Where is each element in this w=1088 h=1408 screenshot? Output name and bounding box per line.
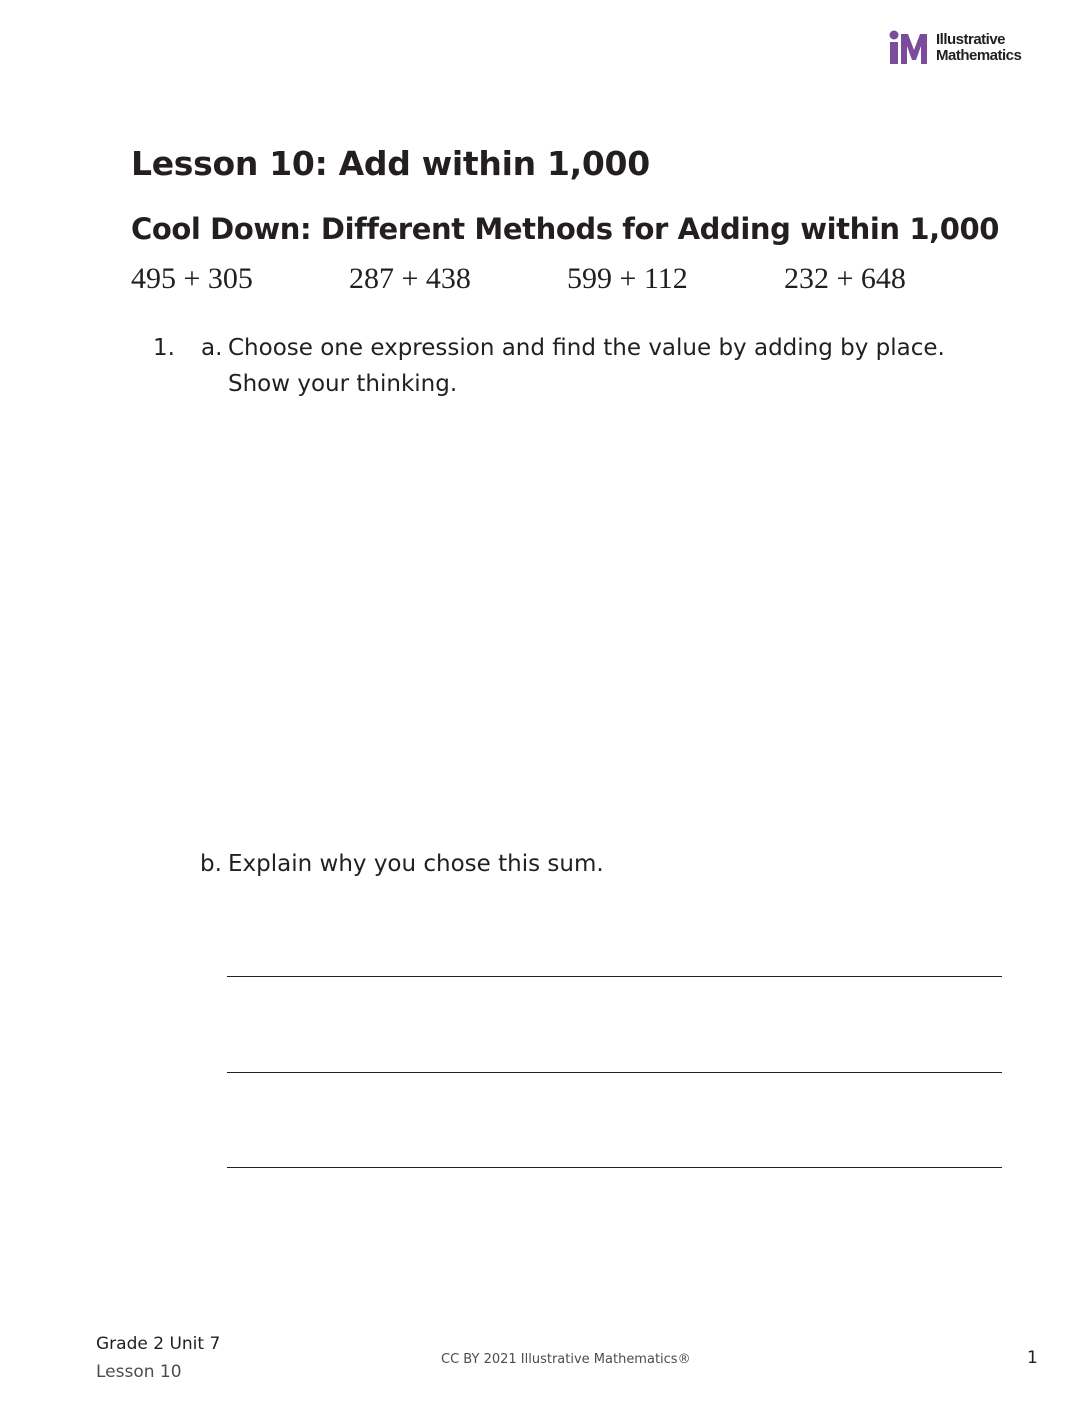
lesson-title: Lesson 10: Add within 1,000 xyxy=(131,144,650,183)
answer-line[interactable] xyxy=(227,1072,1002,1073)
answer-line[interactable] xyxy=(227,1167,1002,1168)
part-a-prompt: Choose one expression and find the value by adding by place. xyxy=(228,335,945,361)
footer-grade-unit: Grade 2 Unit 7 xyxy=(96,1334,221,1354)
answer-line[interactable] xyxy=(227,976,1002,977)
part-b-label: b. xyxy=(200,851,222,877)
part-a-prompt-continued: Show your thinking. xyxy=(228,371,458,397)
cooldown-title: Cool Down: Different Methods for Adding within 1,000 xyxy=(131,212,1000,246)
illustrative-mathematics-logo xyxy=(888,30,1048,68)
footer-lesson: Lesson 10 xyxy=(96,1362,182,1382)
expression-item: 599 + 112 xyxy=(567,262,688,295)
problem-number: 1. xyxy=(153,335,175,361)
expression-item: 495 + 305 xyxy=(131,262,253,295)
logo-line-1: Illustrative xyxy=(936,31,1006,48)
part-b-prompt: Explain why you chose this sum. xyxy=(228,851,604,877)
page-number: 1 xyxy=(1027,1348,1038,1368)
illustrative-mathematics-logo-icon xyxy=(888,30,932,68)
expression-list xyxy=(131,262,1011,302)
expression-item: 232 + 648 xyxy=(784,262,906,295)
logo-wordmark xyxy=(936,32,1021,64)
footer-copyright: CC BY 2021 Illustrative Mathematics® xyxy=(441,1352,691,1367)
logo-line-2: Mathematics xyxy=(936,47,1022,64)
part-a-label: a. xyxy=(201,335,223,361)
expression-item: 287 + 438 xyxy=(349,262,471,295)
